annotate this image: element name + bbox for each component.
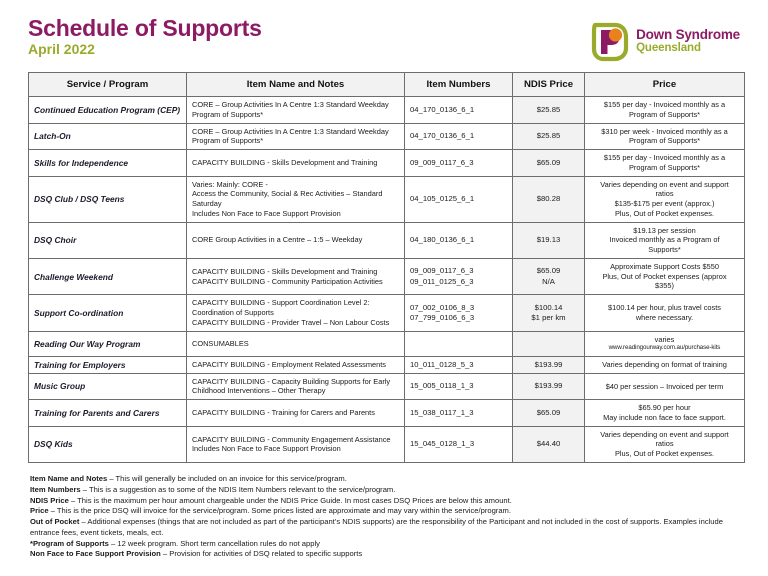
cell-ndis-price xyxy=(513,331,585,356)
footnote-term: Item Numbers xyxy=(30,484,81,494)
column-header-item-name: Item Name and Notes xyxy=(187,73,405,97)
cell-item-name-notes-line: CAPACITY BUILDING - Community Engagement Assistance xyxy=(192,434,391,444)
cell-price xyxy=(585,373,745,400)
schedule-table xyxy=(28,72,745,463)
footnote-text: – This will generally be included on an invoice for this service/program. xyxy=(107,474,347,484)
cell-price-line: $65.90 per hour xyxy=(638,403,691,413)
cell-price xyxy=(585,97,745,124)
cell-ndis-price xyxy=(513,123,585,150)
cell-item-numbers xyxy=(405,400,513,427)
cell-price-line: Invoiced monthly as a Program of xyxy=(609,235,720,245)
cell-item-numbers xyxy=(405,331,513,356)
cell-price-line: $355) xyxy=(655,281,674,291)
cell-ndis-price-line: $193.99 xyxy=(534,359,563,369)
table-row xyxy=(29,426,745,462)
cell-ndis-price xyxy=(513,400,585,427)
cell-price xyxy=(585,222,745,258)
cell-item-name-notes-line: CONSUMABLES xyxy=(192,338,249,348)
table-row xyxy=(29,331,745,356)
table-body xyxy=(29,97,745,463)
cell-ndis-price xyxy=(513,222,585,258)
cell-service-program: Latch-On xyxy=(29,123,187,150)
cell-item-name-notes-line: CORE – Group Activities In A Centre 1:3 Standard Weekday xyxy=(192,126,389,136)
footnote-item xyxy=(30,485,748,496)
cell-price-line: $155 per day - Invoiced monthly as a xyxy=(603,153,726,163)
footnote-term: NDIS Price xyxy=(30,495,69,505)
cell-item-name-notes-line: CAPACITY BUILDING - Training for Carers and Parents xyxy=(192,408,375,418)
cell-service-program: Support Co-ordination xyxy=(29,295,187,331)
footnote-item xyxy=(30,549,748,560)
cell-item-numbers xyxy=(405,222,513,258)
cell-item-numbers-line: 09_011_0125_6_3 xyxy=(410,276,474,286)
cell-price xyxy=(585,426,745,462)
cell-price-line: Plus, Out of Pocket expenses. xyxy=(614,208,714,218)
title-block xyxy=(28,16,262,58)
cell-service-program: Reading Our Way Program xyxy=(29,331,187,356)
cell-price xyxy=(585,331,745,356)
page-subtitle: April 2022 xyxy=(28,41,95,58)
cell-price xyxy=(585,400,745,427)
page-title: Schedule of Supports xyxy=(28,15,262,41)
footnotes xyxy=(0,463,768,560)
cell-price-line: Varies depending on event and support xyxy=(600,179,729,189)
table-header xyxy=(29,73,745,97)
cell-item-name-notes xyxy=(187,176,405,222)
cell-item-name-notes xyxy=(187,331,405,356)
cell-item-name-notes xyxy=(187,258,405,294)
cell-price-line: Program of Supports* xyxy=(628,136,701,146)
cell-price xyxy=(585,123,745,150)
cell-ndis-price xyxy=(513,295,585,331)
table-row xyxy=(29,176,745,222)
cell-item-numbers-line: 04_170_0136_6_1 xyxy=(410,104,475,114)
cell-item-name-notes-line: Program of Supports* xyxy=(192,136,264,146)
cell-item-name-notes xyxy=(187,222,405,258)
cell-item-numbers-line: 04_180_0136_6_1 xyxy=(410,235,475,245)
footnote-term: Item Name and Notes xyxy=(30,474,108,484)
cell-service-program: Skills for Independence xyxy=(29,150,187,177)
cell-item-name-notes-line: Coordination of Supports xyxy=(192,308,274,318)
cell-item-name-notes-line: Access the Community, Social & Rec Activities – Standard xyxy=(192,189,383,199)
cell-ndis-price-line: $1 per km xyxy=(531,312,566,322)
cell-item-name-notes xyxy=(187,356,405,373)
cell-item-name-notes-line: CAPACITY BUILDING - Skills Development and Training xyxy=(192,157,378,167)
cell-item-numbers xyxy=(405,356,513,373)
table-row xyxy=(29,97,745,124)
cell-service-program: DSQ Club / DSQ Teens xyxy=(29,176,187,222)
cell-item-numbers xyxy=(405,295,513,331)
logo-wordmark xyxy=(636,28,740,56)
cell-item-numbers xyxy=(405,258,513,294)
footnote-item xyxy=(30,496,748,507)
cell-item-numbers xyxy=(405,150,513,177)
cell-service-program: Challenge Weekend xyxy=(29,258,187,294)
cell-item-name-notes xyxy=(187,426,405,462)
table-row xyxy=(29,295,745,331)
table-row xyxy=(29,373,745,400)
cell-price xyxy=(585,356,745,373)
cell-price-line: $19.13 per session xyxy=(633,225,696,235)
footnote-item xyxy=(30,517,748,539)
cell-item-name-notes xyxy=(187,373,405,400)
cell-item-name-notes-line: Includes Non Face to Face Support Provision xyxy=(192,444,341,454)
cell-price-line: Approximate Support Costs $550 xyxy=(610,261,719,271)
cell-item-numbers-line: 15_045_0128_1_3 xyxy=(410,439,475,449)
table-header-row xyxy=(29,73,745,97)
cell-item-name-notes xyxy=(187,97,405,124)
cell-ndis-price xyxy=(513,373,585,400)
footnote-term: Price xyxy=(30,506,49,516)
cell-item-numbers xyxy=(405,123,513,150)
cell-item-name-notes xyxy=(187,123,405,150)
cell-ndis-price-line: $25.85 xyxy=(536,131,561,141)
cell-ndis-price-line: $65.09 xyxy=(536,157,561,167)
cell-ndis-price xyxy=(513,176,585,222)
cell-item-name-notes xyxy=(187,295,405,331)
cell-item-name-notes-line: CAPACITY BUILDING - Capacity Building Supports for Early xyxy=(192,376,391,386)
cell-item-numbers xyxy=(405,97,513,124)
cell-item-name-notes xyxy=(187,400,405,427)
table-row xyxy=(29,258,745,294)
footnote-item xyxy=(30,539,748,550)
cell-item-name-notes-line: CAPACITY BUILDING - Support Coordination Level 2: xyxy=(192,298,370,308)
cell-item-name-notes-line: Program of Supports* xyxy=(192,109,264,119)
cell-price xyxy=(585,295,745,331)
cell-price-line: where necessary. xyxy=(635,312,694,322)
cell-ndis-price-line: $65.09 xyxy=(536,407,561,417)
footnote-text: – Provision for activities of DSQ related to specific supports xyxy=(160,549,363,559)
cell-item-name-notes xyxy=(187,150,405,177)
cell-item-numbers-line: 04_105_0125_6_1 xyxy=(410,194,475,204)
cell-item-numbers xyxy=(405,426,513,462)
cell-ndis-price-line: $19.13 xyxy=(536,235,561,245)
cell-item-numbers-line: 04_170_0136_6_1 xyxy=(410,131,475,141)
cell-item-name-notes-line: Saturday xyxy=(192,199,222,209)
logo-line-1: Down Syndrome xyxy=(636,27,740,42)
table-row xyxy=(29,356,745,373)
cell-ndis-price-line: $100.14 xyxy=(534,302,563,312)
cell-ndis-price-line: $25.85 xyxy=(536,104,561,114)
cell-item-numbers-line: 10_011_0128_5_3 xyxy=(410,359,474,369)
cell-price-line: $310 per week - Invoiced monthly as a xyxy=(601,126,728,136)
cell-price-line: Supports* xyxy=(648,245,681,255)
cell-item-name-notes-line: CAPACITY BUILDING - Skills Development and Training xyxy=(192,266,378,276)
footnote-item xyxy=(30,474,748,485)
cell-price-line: May include non face to face support. xyxy=(603,412,726,422)
footnote-text: – Additional expenses (things that are not included as part of the participant’s NDIS supports) are the responsibility of the Participant and not included in the cost of supports. Examples include entrance fees, event tickets, meals, ect. xyxy=(30,517,723,537)
cell-item-numbers-line: 09_009_0117_6_3 xyxy=(410,266,474,276)
cell-service-program: DSQ Kids xyxy=(29,426,187,462)
column-header-ndis-price: NDIS Price xyxy=(513,73,585,97)
cell-item-name-notes-line: CAPACITY BUILDING - Employment Related Assessments xyxy=(192,359,386,369)
cell-item-name-notes-line: Varies: Mainly: CORE - xyxy=(192,179,268,189)
cell-price-line: ratios xyxy=(655,189,674,199)
cell-price-line: varies xyxy=(654,334,675,344)
cell-item-name-notes-line: CORE Group Activities in a Centre – 1:5 – Weekday xyxy=(192,235,363,245)
cell-item-numbers-line: 07_002_0106_8_3 xyxy=(410,302,475,312)
cell-ndis-price xyxy=(513,426,585,462)
down-syndrome-queensland-logo-icon xyxy=(591,22,629,62)
footnote-text: – 12 week program. Short term cancellation rules do not apply xyxy=(108,538,320,548)
footnote-text: – This is a suggestion as to some of the NDIS Item Numbers relevant to the service/program. xyxy=(80,484,396,494)
cell-service-program: Continued Education Program (CEP) xyxy=(29,97,187,124)
cell-service-program: DSQ Choir xyxy=(29,222,187,258)
cell-ndis-price-line: $193.99 xyxy=(534,381,563,391)
footnote-term: *Program of Supports xyxy=(30,538,109,548)
cell-service-program: Training for Parents and Carers xyxy=(29,400,187,427)
cell-ndis-price xyxy=(513,150,585,177)
cell-item-name-notes-line: Childhood Interventions – Other Therapy xyxy=(192,386,326,396)
column-header-service: Service / Program xyxy=(29,73,187,97)
logo-line-2: Queensland xyxy=(636,41,701,54)
cell-item-numbers-line: 15_005_0118_1_3 xyxy=(410,381,474,391)
cell-price xyxy=(585,176,745,222)
cell-price-line: Varies depending on format of training xyxy=(602,359,727,369)
column-header-item-numbers: Item Numbers xyxy=(405,73,513,97)
document-header xyxy=(0,0,768,72)
cell-price-line: $100.14 per hour, plus travel costs xyxy=(608,303,721,313)
cell-price xyxy=(585,150,745,177)
cell-service-program: Music Group xyxy=(29,373,187,400)
cell-item-numbers-line: 15_038_0117_1_3 xyxy=(410,407,474,417)
organisation-logo xyxy=(591,22,740,62)
cell-item-name-notes-line: CORE – Group Activities In A Centre 1:3 Standard Weekday xyxy=(192,100,389,109)
cell-item-numbers-line: 09_009_0117_6_3 xyxy=(410,157,474,167)
cell-item-numbers xyxy=(405,373,513,400)
footnote-text: – This is the maximum per hour amount chargeable under the NDIS Price Guide. In most cases DSQ Prices are below this amount. xyxy=(68,495,512,505)
cell-ndis-price-line: N/A xyxy=(542,276,555,286)
cell-item-name-notes-line: CAPACITY BUILDING - Provider Travel – Non Labour Costs xyxy=(192,317,390,327)
column-header-price: Price xyxy=(585,73,745,97)
cell-price-line: ratios xyxy=(655,439,674,449)
footnote-term: Out of Pocket xyxy=(30,517,80,527)
table-row xyxy=(29,123,745,150)
cell-ndis-price-line: $44.40 xyxy=(536,439,561,449)
cell-price-line: $40 per session – Invoiced per term xyxy=(605,381,724,391)
cell-service-program: Training for Employers xyxy=(29,356,187,373)
cell-ndis-price xyxy=(513,97,585,124)
cell-ndis-price xyxy=(513,356,585,373)
cell-ndis-price xyxy=(513,258,585,294)
cell-price-line: Program of Supports* xyxy=(628,109,701,119)
cell-price-line: Plus, Out of Pocket expenses (approx xyxy=(602,271,727,281)
cell-price-line: Program of Supports* xyxy=(628,162,701,172)
footnote-text: – This is the price DSQ will invoice for the service/program. Some prices listed are approximate and may vary within the service/program. xyxy=(48,506,511,516)
table-row xyxy=(29,150,745,177)
schedule-table-container xyxy=(0,72,768,463)
cell-price-line: Varies depending on event and support xyxy=(600,429,729,439)
cell-item-name-notes-line: CAPACITY BUILDING - Community Participation Activities xyxy=(192,276,383,286)
price-url-link[interactable]: www.readingourway.com.au/purchase-kits xyxy=(608,344,721,352)
footnote-term: Non Face to Face Support Provision xyxy=(30,549,161,559)
cell-ndis-price-line: $80.28 xyxy=(536,194,561,204)
table-row xyxy=(29,222,745,258)
cell-item-name-notes-line: Includes Non Face to Face Support Provision xyxy=(192,208,341,218)
footnote-item xyxy=(30,506,748,517)
cell-price-line: $155 per day - Invoiced monthly as a xyxy=(603,100,726,109)
cell-price-line: Plus, Out of Pocket expenses. xyxy=(614,449,714,459)
cell-price xyxy=(585,258,745,294)
cell-item-numbers xyxy=(405,176,513,222)
table-row xyxy=(29,400,745,427)
cell-item-numbers-line: 07_799_0106_6_3 xyxy=(410,312,475,322)
cell-price-line: $135-$175 per event (approx.) xyxy=(614,199,715,209)
cell-ndis-price-line: $65.09 xyxy=(536,266,561,276)
